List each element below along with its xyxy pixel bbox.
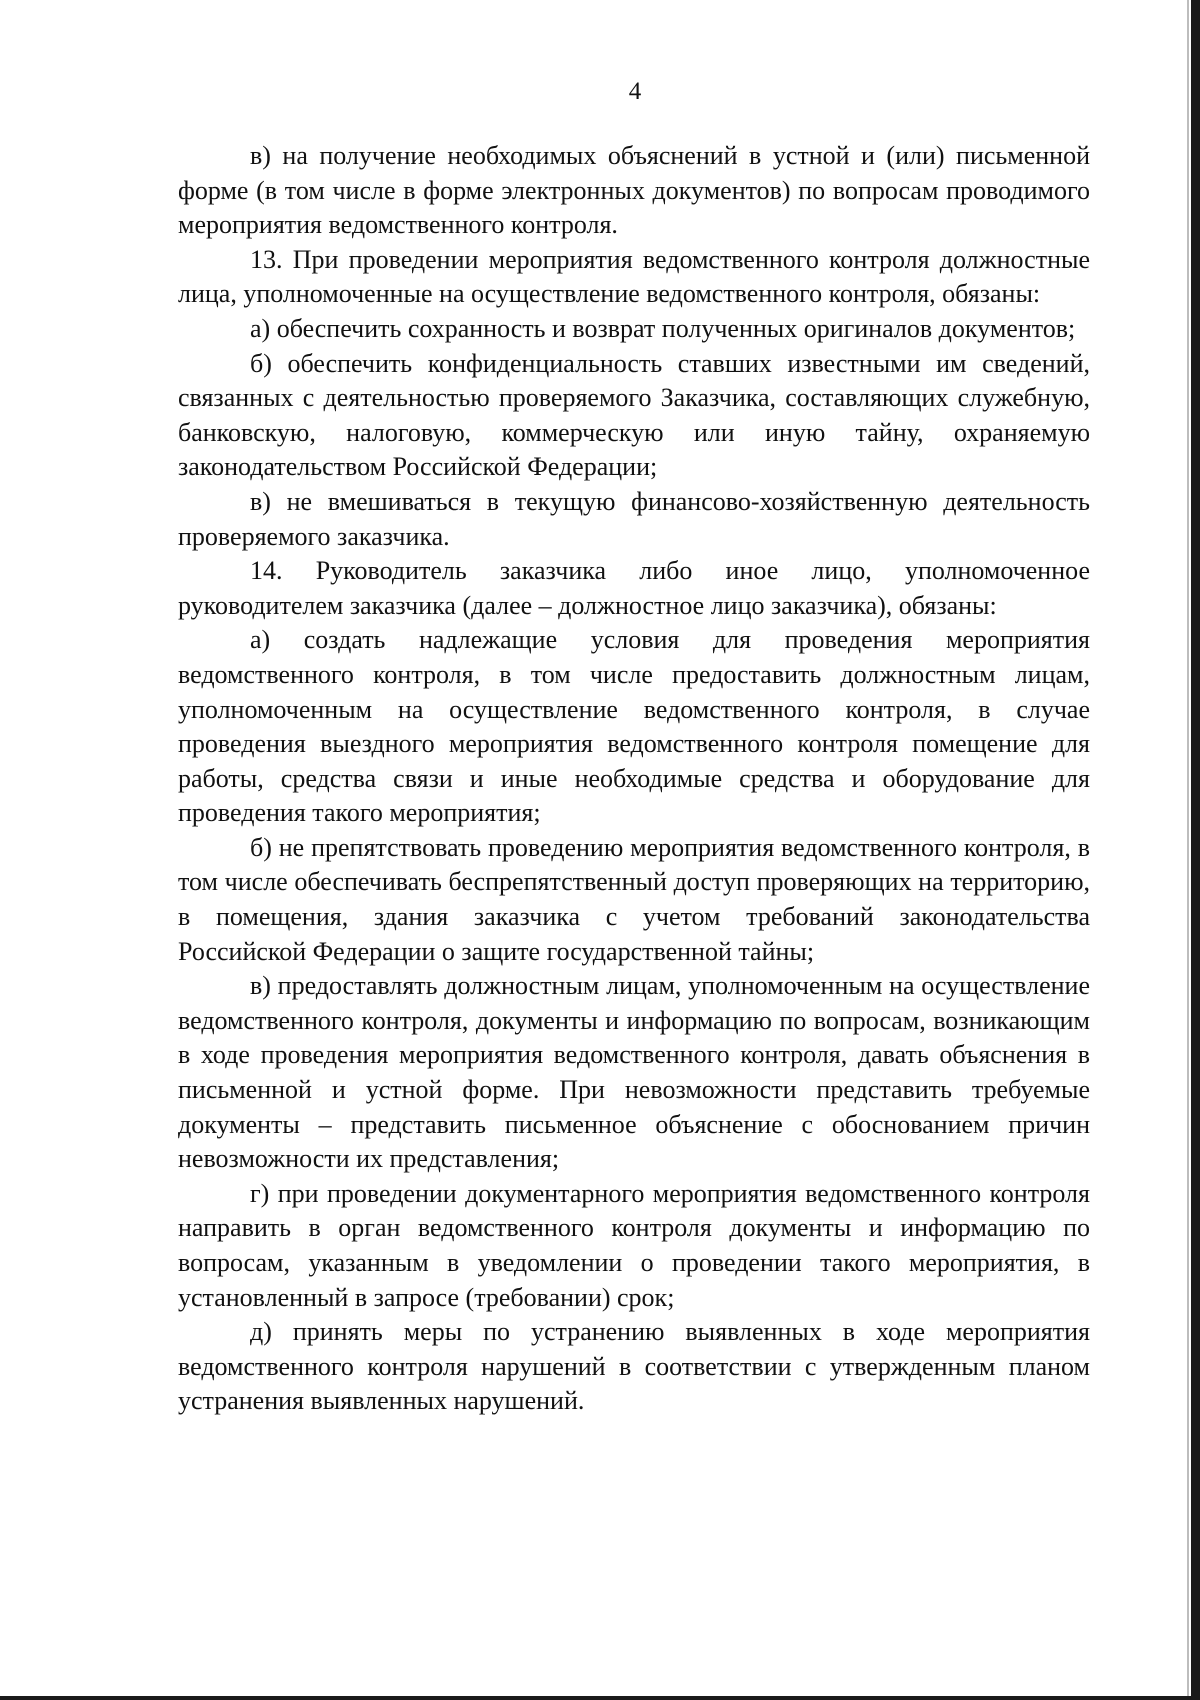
paragraph-14g: г) при проведении документарного мероприятия ведомственного контроля направить в орган ведомственного контроля документы и информацию по вопросам, указанным в уведомлении о проведении такого мероприятия, в установленный в запросе (требовании) срок; [178, 1178, 1090, 1312]
paragraph-13a: а) обеспечить сохранность и возврат полученных оригиналов документов; [250, 313, 1076, 343]
page-number: 4 [628, 78, 642, 105]
paragraph-14: 14. Руководитель заказчика либо иное лицо, уполномоченное руководителем заказчика (далее – должностное лицо заказчика), обязаны: [178, 556, 1090, 620]
scan-bottom-border [0, 1696, 1200, 1700]
scan-edge-shadow [1187, 0, 1189, 1700]
paragraph-13b: б) обеспечить конфиденциальность ставших известными им сведений, связанных с деятельностью проверяемого Заказчика, составляющих служебную, банковскую, налоговую, коммерческую или иную тайну, охраняемую законодательством Российской Федерации; [178, 348, 1090, 482]
paragraph-13v: в) не вмешиваться в текущую финансово-хозяйственную деятельность проверяемого заказчика. [178, 486, 1090, 551]
paragraph-14v: в) предоставлять должностным лицам, уполномоченным на осуществление ведомственного контроля, документы и информацию по вопросам, возникающим в ходе проведения мероприятия ведомственного контроля, давать объяснения в письменной и устной форме. При невозможности представить требуемые документы – представить письменное объяснение с обоснованием причин невозможности их представления; [178, 971, 1090, 1174]
paragraph-13: 13. При проведении мероприятия ведомственного контроля должностные лица, уполномоченные на осуществление ведомственного контроля, обязаны: [178, 244, 1090, 309]
paragraph-12v: в) на получение необходимых объяснений в устной и (или) письменной форме (в том числе в форме электронных документов) по вопросам проводимого мероприятия ведомственного контроля. [178, 141, 1090, 240]
paragraph-14d: д) принять меры по устранению выявленных в ходе мероприятия ведомственного контроля нарушений в соответствии с утвержденным планом устранения выявленных нарушений. [178, 1317, 1090, 1416]
paragraph-14b: б) не препятствовать проведению мероприятия ведомственного контроля, в том числе обеспечивать беспрепятственный доступ проверяющих на территорию, в помещения, здания заказчика с учетом требований законодательства Российской Федерации о защите государственной тайны; [178, 832, 1090, 966]
document-body [178, 139, 1090, 1419]
scan-right-border [1191, 0, 1200, 1700]
paragraph-14a: а) создать надлежащие условия для проведения мероприятия ведомственного контроля, в том числе предоставить должностным лицам, уполномоченным на осуществление ведомственного контроля, в случае проведения выездного мероприятия ведомственного контроля помещение для работы, средства связи и иные необходимые средства и оборудование для проведения такого мероприятия; [178, 625, 1090, 828]
